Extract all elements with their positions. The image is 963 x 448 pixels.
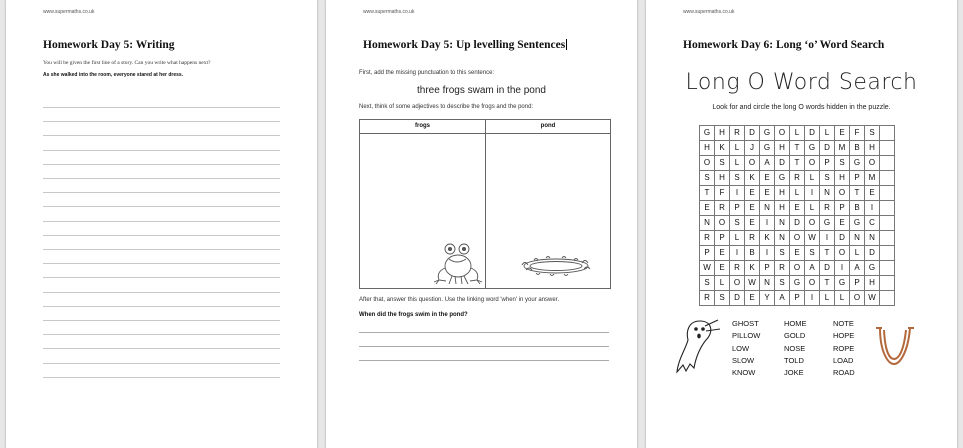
grid-letter-cell: O xyxy=(805,156,820,171)
writing-intro: You will be given the first line of a story. Can you write what happens next? xyxy=(43,60,211,66)
grid-letter-cell: W xyxy=(745,276,760,291)
grid-letter-cell: E xyxy=(700,201,715,216)
word-list-item: KNOW xyxy=(732,368,756,378)
grid-letter-cell: W xyxy=(700,261,715,276)
grid-letter-cell: L xyxy=(730,231,745,246)
grid-letter-cell: H xyxy=(835,171,850,186)
column-header-frogs: frogs xyxy=(415,123,430,129)
grid-letter-cell: O xyxy=(835,186,850,201)
grid-letter-cell: N xyxy=(760,201,775,216)
word-list-item: LOAD xyxy=(833,355,854,365)
grid-letter-cell: H xyxy=(715,126,730,141)
grid-letter-cell: K xyxy=(745,261,760,276)
grid-letter-cell: E xyxy=(835,126,850,141)
grid-letter-cell: M xyxy=(865,171,880,186)
grid-letter-cell: S xyxy=(775,276,790,291)
pond-illustration xyxy=(516,253,596,277)
grid-letter-cell: L xyxy=(820,291,835,306)
grid-letter-cell: D xyxy=(835,231,850,246)
grid-letter-cell: L xyxy=(850,246,865,261)
word-search-grid xyxy=(699,125,895,306)
writing-line xyxy=(43,150,280,151)
grid-letter-cell: N xyxy=(820,186,835,201)
grid-letter-cell: K xyxy=(760,231,775,246)
grid-letter-cell: G xyxy=(865,261,880,276)
answer-line xyxy=(359,332,609,333)
grid-letter-cell: O xyxy=(805,216,820,231)
grid-letter-cell: G xyxy=(805,141,820,156)
word-list-item: SLOW xyxy=(732,355,755,365)
grid-letter-cell: L xyxy=(790,186,805,201)
grid-letter-cell: L xyxy=(805,171,820,186)
grid-letter-cell: D xyxy=(865,246,880,261)
word-list-item: TOLD xyxy=(784,355,804,365)
grid-letter-cell: I xyxy=(835,261,850,276)
grid-letter-cell: T xyxy=(820,276,835,291)
grid-letter-cell: C xyxy=(865,216,880,231)
grid-letter-cell: O xyxy=(730,276,745,291)
grid-letter-cell: W xyxy=(805,231,820,246)
word-list-column-2 xyxy=(784,318,807,379)
grid-letter-cell: R xyxy=(820,201,835,216)
grid-letter-cell: S xyxy=(805,246,820,261)
grid-letter-cell: P xyxy=(850,171,865,186)
grid-letter-cell: S xyxy=(820,171,835,186)
grid-letter-cell xyxy=(880,216,895,231)
word-list-item: ROPE xyxy=(833,343,855,353)
grid-letter-cell: L xyxy=(805,201,820,216)
grid-letter-cell: N xyxy=(865,231,880,246)
grid-letter-cell: G xyxy=(760,141,775,156)
adjectives-table xyxy=(359,119,611,289)
grid-letter-cell: G xyxy=(850,216,865,231)
writing-line xyxy=(43,107,280,108)
grid-letter-cell xyxy=(880,291,895,306)
grid-letter-cell: P xyxy=(835,201,850,216)
grid-letter-cell: D xyxy=(820,261,835,276)
grid-letter-cell: R xyxy=(790,171,805,186)
grid-letter-cell: O xyxy=(775,126,790,141)
writing-line xyxy=(43,292,280,293)
grid-letter-cell: R xyxy=(745,231,760,246)
grid-letter-cell xyxy=(880,201,895,216)
word-list-item: GHOST xyxy=(732,319,759,328)
grid-letter-cell: N xyxy=(850,231,865,246)
writing-line xyxy=(43,263,280,264)
grid-letter-cell: I xyxy=(730,246,745,261)
writing-line xyxy=(43,306,280,307)
sentence-to-fix: three frogs swam in the pond xyxy=(417,85,546,96)
grid-letter-cell: F xyxy=(850,126,865,141)
grid-letter-cell: R xyxy=(700,231,715,246)
grid-letter-cell: O xyxy=(700,156,715,171)
grid-letter-cell: E xyxy=(745,186,760,201)
grid-letter-cell: H xyxy=(865,276,880,291)
grid-letter-cell: E xyxy=(790,246,805,261)
column-header-pond: pond xyxy=(540,123,556,129)
grid-letter-cell xyxy=(880,141,895,156)
grid-letter-cell: A xyxy=(805,261,820,276)
grid-letter-cell: H xyxy=(775,186,790,201)
writing-line xyxy=(43,377,280,378)
grid-letter-cell: I xyxy=(805,291,820,306)
grid-letter-cell: B xyxy=(850,201,865,216)
grid-letter-cell: S xyxy=(700,276,715,291)
grid-letter-cell: H xyxy=(700,141,715,156)
grid-letter-cell: R xyxy=(730,126,745,141)
grid-letter-cell: B xyxy=(850,141,865,156)
grid-letter-cell: A xyxy=(760,156,775,171)
grid-letter-cell: W xyxy=(865,291,880,306)
grid-letter-cell: O xyxy=(745,156,760,171)
grid-letter-cell: N xyxy=(775,231,790,246)
grid-letter-cell: G xyxy=(820,216,835,231)
slingshot-icon xyxy=(868,322,920,370)
grid-letter-cell xyxy=(880,231,895,246)
writing-line xyxy=(43,192,280,193)
grid-letter-cell: E xyxy=(745,216,760,231)
grid-letter-cell: E xyxy=(865,186,880,201)
grid-letter-cell: E xyxy=(835,216,850,231)
answer-line xyxy=(359,360,609,361)
grid-letter-cell xyxy=(880,246,895,261)
grid-letter-cell: T xyxy=(850,186,865,201)
grid-letter-cell: P xyxy=(790,291,805,306)
grid-letter-cell: R xyxy=(700,291,715,306)
grid-letter-cell: D xyxy=(805,126,820,141)
grid-letter-cell: L xyxy=(820,126,835,141)
word-list-item: GOLD xyxy=(784,331,806,341)
grid-letter-cell: E xyxy=(715,246,730,261)
writing-line xyxy=(43,363,280,364)
grid-letter-cell: A xyxy=(775,291,790,306)
page-up-levelling xyxy=(326,0,637,448)
word-list-item: HOME xyxy=(784,319,807,328)
writing-line xyxy=(43,206,280,207)
word-list-item: ROAD xyxy=(833,368,855,378)
instruction-punctuation: First, add the missing punctuation to this sentence: xyxy=(359,70,495,76)
grid-letter-cell xyxy=(880,186,895,201)
grid-letter-cell: E xyxy=(790,201,805,216)
grid-letter-cell: K xyxy=(715,141,730,156)
grid-letter-cell: T xyxy=(790,141,805,156)
grid-letter-cell: J xyxy=(745,141,760,156)
page-word-search xyxy=(646,0,957,448)
grid-letter-cell: I xyxy=(760,246,775,261)
answer-line xyxy=(359,346,609,347)
grid-letter-cell: G xyxy=(790,276,805,291)
grid-letter-cell: E xyxy=(745,291,760,306)
word-list-item: LOW xyxy=(732,343,750,353)
word-list-item: HOPE xyxy=(833,331,855,341)
grid-letter-cell: I xyxy=(760,216,775,231)
grid-letter-cell: S xyxy=(775,246,790,261)
grid-letter-cell: D xyxy=(730,291,745,306)
grid-letter-cell: G xyxy=(850,156,865,171)
question-text: When did the frogs swim in the pond? xyxy=(359,312,468,318)
grid-letter-cell: G xyxy=(760,126,775,141)
grid-letter-cell: B xyxy=(745,246,760,261)
word-list-column-3 xyxy=(833,318,855,379)
writing-line xyxy=(43,348,280,349)
page-title: Homework Day 5: Writing xyxy=(43,39,175,51)
grid-letter-cell: P xyxy=(760,261,775,276)
story-first-line: As she walked into the room, everyone stared at her dress. xyxy=(43,72,184,78)
grid-letter-cell: G xyxy=(775,171,790,186)
grid-letter-cell: D xyxy=(745,126,760,141)
table-column-divider xyxy=(485,120,486,288)
grid-letter-cell: R xyxy=(775,261,790,276)
writing-line xyxy=(43,121,280,122)
grid-letter-cell: O xyxy=(835,246,850,261)
grid-letter-cell xyxy=(880,171,895,186)
grid-letter-cell: Y xyxy=(760,291,775,306)
writing-line xyxy=(43,178,280,179)
grid-letter-cell: S xyxy=(835,156,850,171)
grid-letter-cell: O xyxy=(790,261,805,276)
grid-letter-cell: D xyxy=(790,216,805,231)
word-list-item: JOKE xyxy=(784,368,804,378)
grid-letter-cell: H xyxy=(775,201,790,216)
grid-letter-cell: T xyxy=(820,246,835,261)
ghost-icon xyxy=(674,318,724,376)
grid-letter-cell: E xyxy=(760,171,775,186)
writing-line xyxy=(43,277,280,278)
grid-letter-cell xyxy=(880,126,895,141)
word-list-item: NOTE xyxy=(833,319,854,328)
grid-letter-cell: P xyxy=(730,201,745,216)
grid-letter-cell: P xyxy=(700,246,715,261)
writing-line xyxy=(43,135,280,136)
grid-letter-cell: R xyxy=(715,201,730,216)
grid-letter-cell: I xyxy=(865,201,880,216)
grid-letter-cell: T xyxy=(700,186,715,201)
frog-illustration xyxy=(432,238,484,286)
grid-letter-cell: S xyxy=(865,126,880,141)
grid-letter-cell: E xyxy=(745,201,760,216)
grid-letter-cell: I xyxy=(730,186,745,201)
page-title xyxy=(363,39,567,51)
text-cursor xyxy=(566,39,567,50)
grid-letter-cell: O xyxy=(805,276,820,291)
grid-letter-cell: L xyxy=(835,291,850,306)
grid-letter-cell xyxy=(880,276,895,291)
grid-letter-cell: O xyxy=(865,156,880,171)
grid-letter-cell: R xyxy=(730,261,745,276)
grid-letter-cell: S xyxy=(700,171,715,186)
instruction-adjectives: Next, think of some adjectives to describe the frogs and the pond: xyxy=(359,104,534,110)
grid-letter-cell: S xyxy=(715,156,730,171)
grid-letter-cell: P xyxy=(715,231,730,246)
grid-letter-cell: T xyxy=(790,156,805,171)
writing-line xyxy=(43,235,280,236)
grid-letter-cell: S xyxy=(730,171,745,186)
grid-letter-cell: E xyxy=(715,261,730,276)
grid-letter-cell: N xyxy=(700,216,715,231)
grid-letter-cell: P xyxy=(820,156,835,171)
grid-letter-cell: M xyxy=(835,141,850,156)
writing-line xyxy=(43,249,280,250)
grid-letter-cell: F xyxy=(715,186,730,201)
grid-letter-cell: G xyxy=(700,126,715,141)
grid-letter-cell: N xyxy=(775,216,790,231)
grid-letter-cell: I xyxy=(820,231,835,246)
site-url: www.supermaths.co.uk xyxy=(683,9,735,15)
grid-letter-cell: H xyxy=(865,141,880,156)
grid-letter-cell: D xyxy=(820,141,835,156)
grid-letter-cell: D xyxy=(775,156,790,171)
writing-line xyxy=(43,320,280,321)
page-title: Homework Day 6: Long ‘o’ Word Search xyxy=(683,39,885,51)
grid-letter-cell: I xyxy=(805,186,820,201)
grid-letter-cell: K xyxy=(745,171,760,186)
grid-letter-cell: S xyxy=(715,291,730,306)
grid-letter-cell: L xyxy=(730,141,745,156)
grid-letter-cell: L xyxy=(715,276,730,291)
grid-letter-cell: N xyxy=(760,276,775,291)
word-search-instructions: Look for and circle the long O words hidden in the puzzle. xyxy=(712,104,891,111)
word-list-item: PILLOW xyxy=(732,331,761,341)
grid-letter-cell: H xyxy=(715,171,730,186)
grid-letter-cell xyxy=(880,261,895,276)
page-writing xyxy=(6,0,317,448)
grid-letter-cell: G xyxy=(835,276,850,291)
grid-letter-cell: L xyxy=(730,156,745,171)
page-title-text: Homework Day 5: Up levelling Sentences xyxy=(363,39,566,51)
grid-letter-cell: O xyxy=(715,216,730,231)
grid-letter-cell: S xyxy=(730,216,745,231)
word-search-heading: Long O Word Search xyxy=(685,70,918,95)
site-url: www.supermaths.co.uk xyxy=(363,9,415,15)
grid-letter-cell xyxy=(880,156,895,171)
writing-line xyxy=(43,334,280,335)
grid-letter-cell: H xyxy=(775,141,790,156)
grid-letter-cell: E xyxy=(760,186,775,201)
grid-letter-cell: O xyxy=(850,291,865,306)
word-list-item: NOSE xyxy=(784,343,806,353)
writing-line xyxy=(43,221,280,222)
grid-letter-cell: P xyxy=(850,276,865,291)
instruction-linking-word: After that, answer this question. Use the linking word 'when' in your answer. xyxy=(359,297,560,303)
word-list-column-1 xyxy=(732,318,760,379)
grid-letter-cell: L xyxy=(790,126,805,141)
grid-letter-cell: O xyxy=(790,231,805,246)
site-url: www.supermaths.co.uk xyxy=(43,9,95,15)
writing-line xyxy=(43,164,280,165)
grid-letter-cell: A xyxy=(850,261,865,276)
